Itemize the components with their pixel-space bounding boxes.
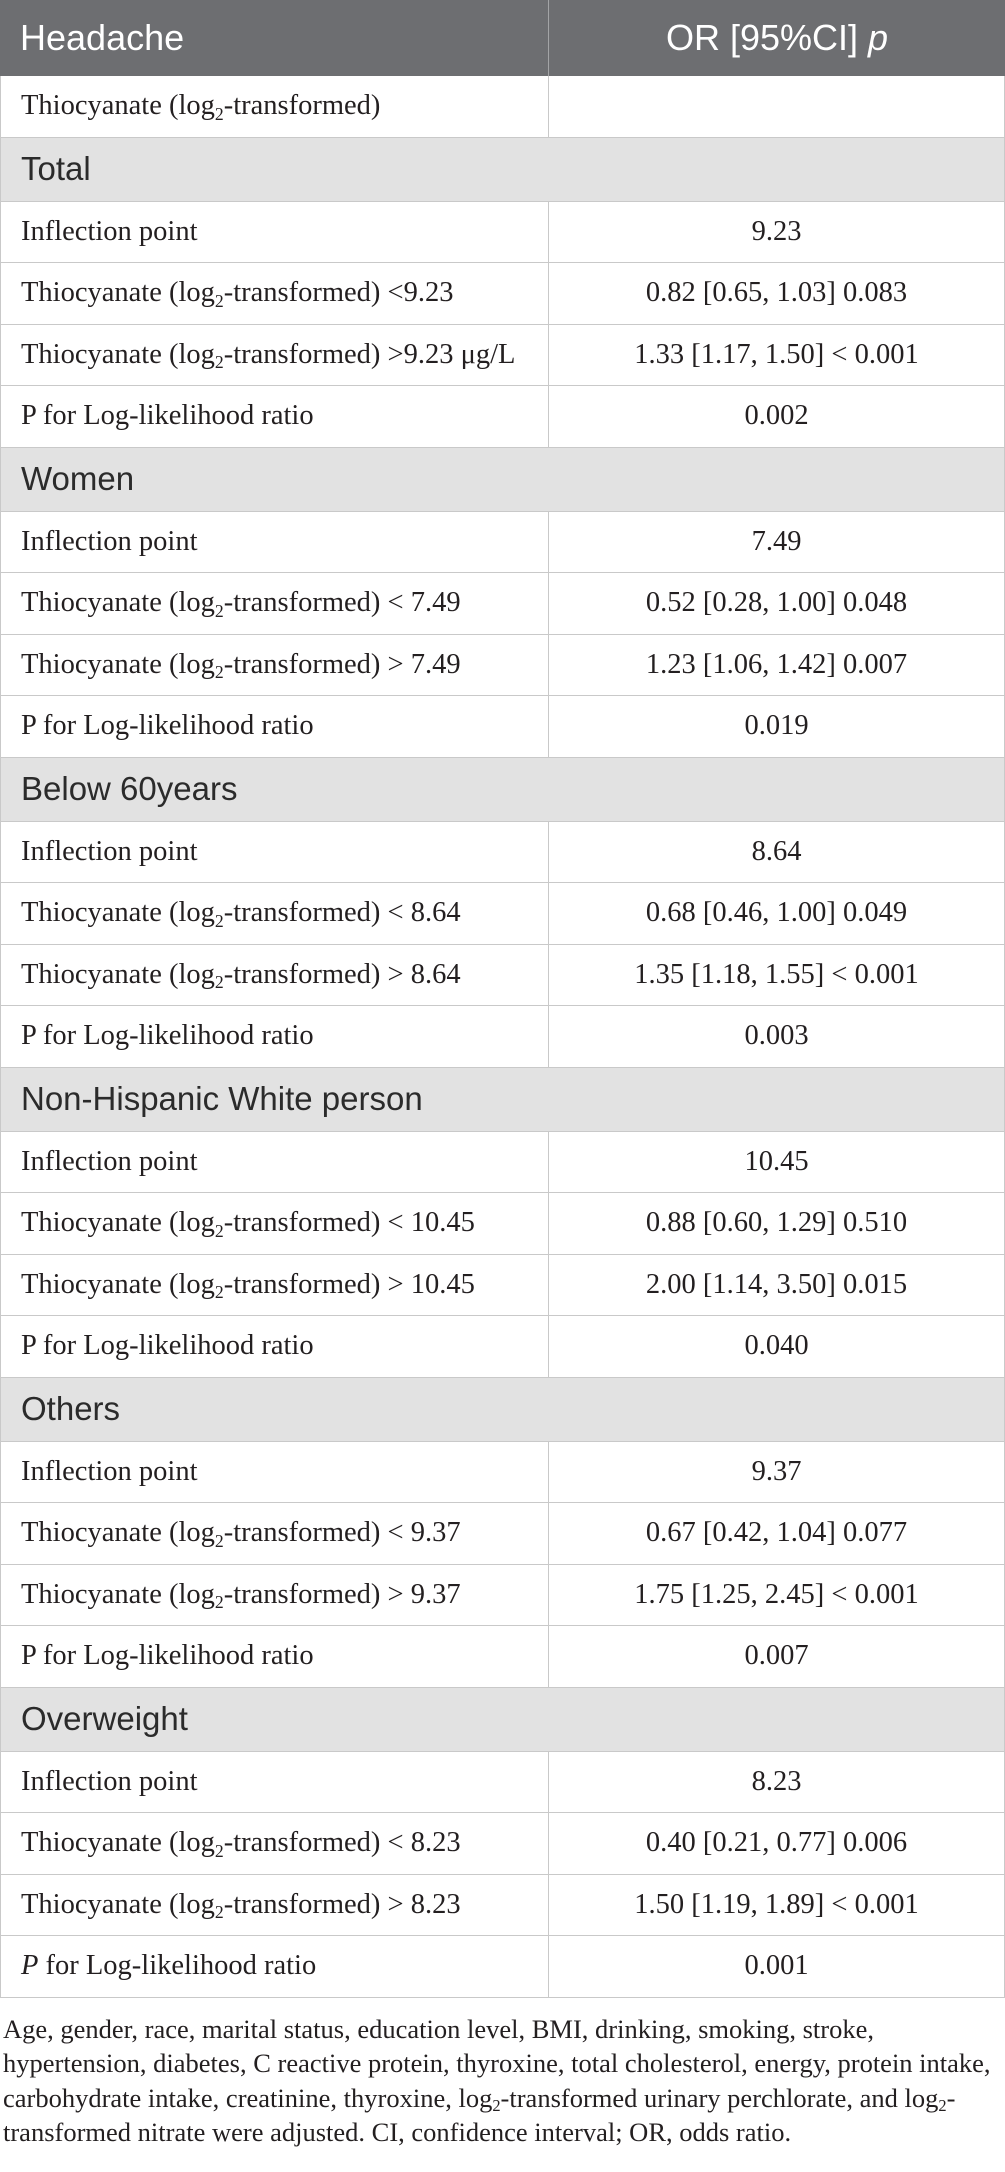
row-value [549, 1936, 1004, 1997]
table-body-groups [0, 138, 1005, 1998]
row-label [1, 883, 549, 944]
section-row-below-60years [0, 758, 1005, 822]
column-header-or-ci-text: OR [95%CI] [665, 17, 869, 58]
footnote-line [3, 2012, 1005, 2047]
section-title-text: Overweight [21, 1700, 188, 1737]
row-label-text [21, 836, 198, 868]
text-segment: -transformed) < 8.23 [223, 1827, 461, 1859]
row-label [1, 1132, 549, 1193]
row-value-text: 0.040 [744, 1330, 809, 1362]
row-value [549, 1752, 1004, 1813]
section-title [1, 758, 1004, 821]
table-row [0, 263, 1005, 325]
text-segment: Thiocyanate (log [21, 1578, 215, 1610]
subscript-text: 2 [214, 910, 224, 931]
table-row [0, 883, 1005, 945]
column-header-p-italic: p [868, 17, 889, 58]
text-segment: -transformed) < 10.45 [223, 1207, 475, 1239]
table-row [0, 386, 1005, 448]
row-label-text [21, 339, 515, 371]
row-label-text [21, 1517, 461, 1549]
row-label [1, 1813, 549, 1874]
row-value [549, 1132, 1004, 1193]
row-value-text: 2.00 [1.14, 3.50] 0.015 [645, 1268, 908, 1300]
text-segment: Thiocyanate (log [21, 90, 215, 122]
table-row [0, 325, 1005, 387]
row-label-text [21, 526, 198, 558]
table-row [0, 945, 1005, 1007]
text-segment: -transformed) < 7.49 [223, 587, 461, 619]
subscript-text: 2 [214, 1902, 224, 1923]
row-value [549, 883, 1004, 944]
table-row [0, 822, 1005, 884]
row-value [549, 1442, 1004, 1503]
row-value-text: 0.019 [744, 710, 809, 742]
table-row [0, 1626, 1005, 1688]
text-segment: hypertension, diabetes, C reactive protein, thyroxine, total cholesterol, energy, protein intake, [3, 2048, 991, 2078]
row-value-text: 0.001 [744, 1950, 809, 1982]
row-label-text [21, 1456, 198, 1488]
row-label [1, 1006, 549, 1067]
row-value [549, 1316, 1004, 1377]
table-row [0, 1316, 1005, 1378]
table-row [0, 202, 1005, 264]
row-label-text [21, 1020, 314, 1052]
text-segment: Inflection point [21, 215, 198, 247]
row-label-text [21, 400, 314, 432]
text-segment: -transformed) < 9.37 [223, 1517, 461, 1549]
row-value-text: 10.45 [744, 1145, 809, 1177]
text-segment: Thiocyanate (log [21, 1827, 215, 1859]
footnote-line [3, 2046, 1005, 2081]
section-title-text: Below 60years [21, 770, 238, 807]
text-segment: carbohydrate intake, creatinine, thyroxine, log [3, 2082, 493, 2113]
column-header-headache: Headache [20, 17, 185, 58]
text-segment: Thiocyanate (log [21, 1517, 215, 1549]
row-label-text [21, 1950, 316, 1982]
subscript-text: 2 [214, 290, 224, 311]
row-value [549, 696, 1004, 757]
exposure-row [0, 76, 1005, 138]
text-segment: Inflection point [21, 1765, 198, 1797]
subscript-text: 2 [214, 1840, 224, 1861]
subscript-text: 2 [214, 662, 224, 683]
text-segment: transformed nitrate were adjusted. CI, confidence interval; OR, odds ratio. [3, 2117, 792, 2147]
row-value [549, 635, 1004, 696]
row-label-text [21, 277, 453, 309]
subscript-text: 2 [214, 972, 224, 993]
text-segment: Inflection point [21, 525, 198, 557]
row-label-text [21, 1640, 314, 1672]
text-segment: P for Log-likelihood ratio [21, 1020, 314, 1052]
row-value [549, 1626, 1004, 1687]
table-row [0, 635, 1005, 697]
section-title-text: Non-Hispanic White person [21, 1080, 423, 1117]
row-label [1, 945, 549, 1006]
row-label-text [21, 1889, 461, 1921]
section-row-overweight [0, 1688, 1005, 1752]
row-value-text: 8.64 [751, 835, 802, 867]
row-value [549, 263, 1004, 324]
text-segment: -transformed urinary perchlorate, and log [500, 2082, 939, 2113]
row-value-text: 7.49 [751, 525, 802, 557]
table-header-row [0, 0, 1005, 76]
section-title-text: Women [21, 460, 135, 497]
row-value [549, 1503, 1004, 1564]
section-title [1, 1068, 1004, 1131]
italic-text: P [21, 1950, 39, 1982]
section-title [1, 1378, 1004, 1441]
row-value-text: 0.52 [0.28, 1.00] 0.048 [645, 587, 908, 619]
section-title [1, 1688, 1004, 1751]
row-value [549, 512, 1004, 573]
row-value [549, 202, 1004, 263]
row-label [1, 1503, 549, 1564]
row-label-text [21, 587, 461, 619]
row-label-text [21, 649, 461, 681]
text-segment: -transformed) < 8.64 [223, 897, 461, 929]
row-value [549, 822, 1004, 883]
row-value-text: 1.35 [1.18, 1.55] < 0.001 [634, 958, 919, 990]
row-label [1, 696, 549, 757]
row-label [1, 1442, 549, 1503]
subscript-text: 2 [214, 1530, 224, 1551]
row-value-text: 0.67 [0.42, 1.04] 0.077 [645, 1517, 908, 1549]
text-segment: P for Log-likelihood ratio [21, 710, 314, 742]
row-value [549, 1006, 1004, 1067]
table-footnote [0, 1998, 1005, 2150]
row-value [549, 76, 1004, 137]
section-title-text: Total [21, 150, 91, 187]
text-segment: Thiocyanate (log [21, 1888, 215, 1920]
text-segment: P for Log-likelihood ratio [21, 1640, 314, 1672]
table-row [0, 1255, 1005, 1317]
row-value-text: 9.37 [751, 1455, 802, 1487]
row-value [549, 1255, 1004, 1316]
text-segment: -transformed) > 8.64 [223, 958, 461, 990]
row-label [1, 573, 549, 634]
row-value-text: 0.002 [744, 400, 809, 432]
row-value [549, 1875, 1004, 1936]
row-label-text [21, 1330, 314, 1362]
text-segment: Thiocyanate (log [21, 277, 215, 309]
table-row [0, 1875, 1005, 1937]
text-segment: -transformed) <9.23 [223, 277, 454, 309]
text-segment: Thiocyanate (log [21, 958, 215, 990]
row-label-text [21, 1827, 461, 1859]
table-row [0, 512, 1005, 574]
row-label [1, 386, 549, 447]
text-segment: -transformed) > 8.23 [223, 1888, 461, 1920]
row-value-text: 0.003 [744, 1020, 809, 1052]
section-title [1, 138, 1004, 201]
row-value-text: 1.75 [1.25, 2.45] < 0.001 [634, 1578, 919, 1610]
table-row [0, 696, 1005, 758]
section-row-total [0, 138, 1005, 202]
row-value-text: 0.88 [0.60, 1.29] 0.510 [645, 1207, 908, 1239]
row-value-text: 0.40 [0.21, 0.77] 0.006 [645, 1827, 908, 1859]
row-value [549, 573, 1004, 634]
subscript-text: 2 [492, 2096, 501, 2116]
row-label [1, 822, 549, 883]
table-row [0, 1565, 1005, 1627]
text-segment: -transformed) [223, 90, 381, 122]
row-label [1, 1626, 549, 1687]
row-label [1, 325, 549, 386]
text-segment: -transformed) > 7.49 [223, 648, 461, 680]
column-header-or-ci-p [549, 0, 1005, 76]
row-value-text: 0.68 [0.46, 1.00] 0.049 [645, 897, 908, 929]
row-label [1, 202, 549, 263]
row-label-text [21, 90, 380, 122]
table-row [0, 1006, 1005, 1068]
row-label [1, 1565, 549, 1626]
row-label [1, 1936, 549, 1997]
row-label [1, 76, 549, 137]
column-header-outcome [0, 0, 549, 76]
row-label [1, 1316, 549, 1377]
section-row-women [0, 448, 1005, 512]
row-value-text: 8.23 [751, 1765, 802, 1797]
footnote-line [3, 2081, 1005, 2116]
text-segment: -transformed) >9.23 μg/L [223, 338, 516, 370]
row-value [549, 1565, 1004, 1626]
subscript-text: 2 [938, 2096, 947, 2116]
subscript-text: 2 [214, 1220, 224, 1241]
text-segment: P for Log-likelihood ratio [21, 1330, 314, 1362]
text-segment: - [946, 2082, 956, 2113]
section-row-others [0, 1378, 1005, 1442]
table-row [0, 1132, 1005, 1194]
row-label [1, 263, 549, 324]
subscript-text: 2 [214, 103, 224, 124]
text-segment: Thiocyanate (log [21, 1207, 215, 1239]
row-label-text [21, 216, 198, 248]
row-value [549, 945, 1004, 1006]
text-segment: Thiocyanate (log [21, 648, 215, 680]
text-segment: -transformed) > 10.45 [223, 1268, 475, 1300]
row-label-text [21, 1579, 461, 1611]
row-value-text: 1.33 [1.17, 1.50] < 0.001 [634, 338, 919, 370]
row-value [549, 386, 1004, 447]
table-row [0, 573, 1005, 635]
text-segment: P for Log-likelihood ratio [21, 400, 314, 432]
subscript-text: 2 [214, 600, 224, 621]
row-label [1, 1875, 549, 1936]
row-value [549, 1193, 1004, 1254]
text-segment: Inflection point [21, 835, 198, 867]
row-label-text [21, 1269, 475, 1301]
table-row [0, 1442, 1005, 1504]
text-segment: Thiocyanate (log [21, 897, 215, 929]
row-label [1, 1255, 549, 1316]
row-value-text: 0.007 [744, 1640, 809, 1672]
table-row [0, 1813, 1005, 1875]
row-value-text: 0.82 [0.65, 1.03] 0.083 [645, 277, 908, 309]
row-label-text [21, 1146, 198, 1178]
row-value [549, 1813, 1004, 1874]
column-header-wrapper [666, 17, 888, 59]
subscript-text: 2 [214, 1592, 224, 1613]
subscript-text: 2 [214, 1282, 224, 1303]
row-label-text [21, 710, 314, 742]
section-title [1, 448, 1004, 511]
row-label [1, 1752, 549, 1813]
text-segment: Inflection point [21, 1145, 198, 1177]
row-label [1, 512, 549, 573]
text-segment: for Log-likelihood ratio [38, 1950, 317, 1982]
row-value-text: 1.50 [1.19, 1.89] < 0.001 [634, 1888, 919, 1920]
row-label-text [21, 1207, 475, 1239]
subscript-text: 2 [214, 352, 224, 373]
row-label-text [21, 1766, 198, 1798]
text-segment: -transformed) > 9.37 [223, 1578, 461, 1610]
text-segment: Thiocyanate (log [21, 587, 215, 619]
row-label-text [21, 897, 461, 929]
section-title-text: Others [21, 1390, 121, 1427]
footnote-line [3, 2115, 1005, 2150]
row-label [1, 635, 549, 696]
text-segment: Age, gender, race, marital status, education level, BMI, drinking, smoking, stroke, [3, 2013, 875, 2044]
text-segment: Thiocyanate (log [21, 338, 215, 370]
text-segment: Inflection point [21, 1455, 198, 1487]
table-row [0, 1503, 1005, 1565]
row-value [549, 325, 1004, 386]
text-segment: Thiocyanate (log [21, 1268, 215, 1300]
table-row [0, 1752, 1005, 1814]
row-label-text [21, 959, 461, 991]
row-value-text: 9.23 [751, 215, 802, 247]
section-row-non-hispanic-white-person [0, 1068, 1005, 1132]
row-label [1, 1193, 549, 1254]
row-value-text: 1.23 [1.06, 1.42] 0.007 [645, 648, 908, 680]
table-row [0, 1193, 1005, 1255]
table-row [0, 1936, 1005, 1998]
